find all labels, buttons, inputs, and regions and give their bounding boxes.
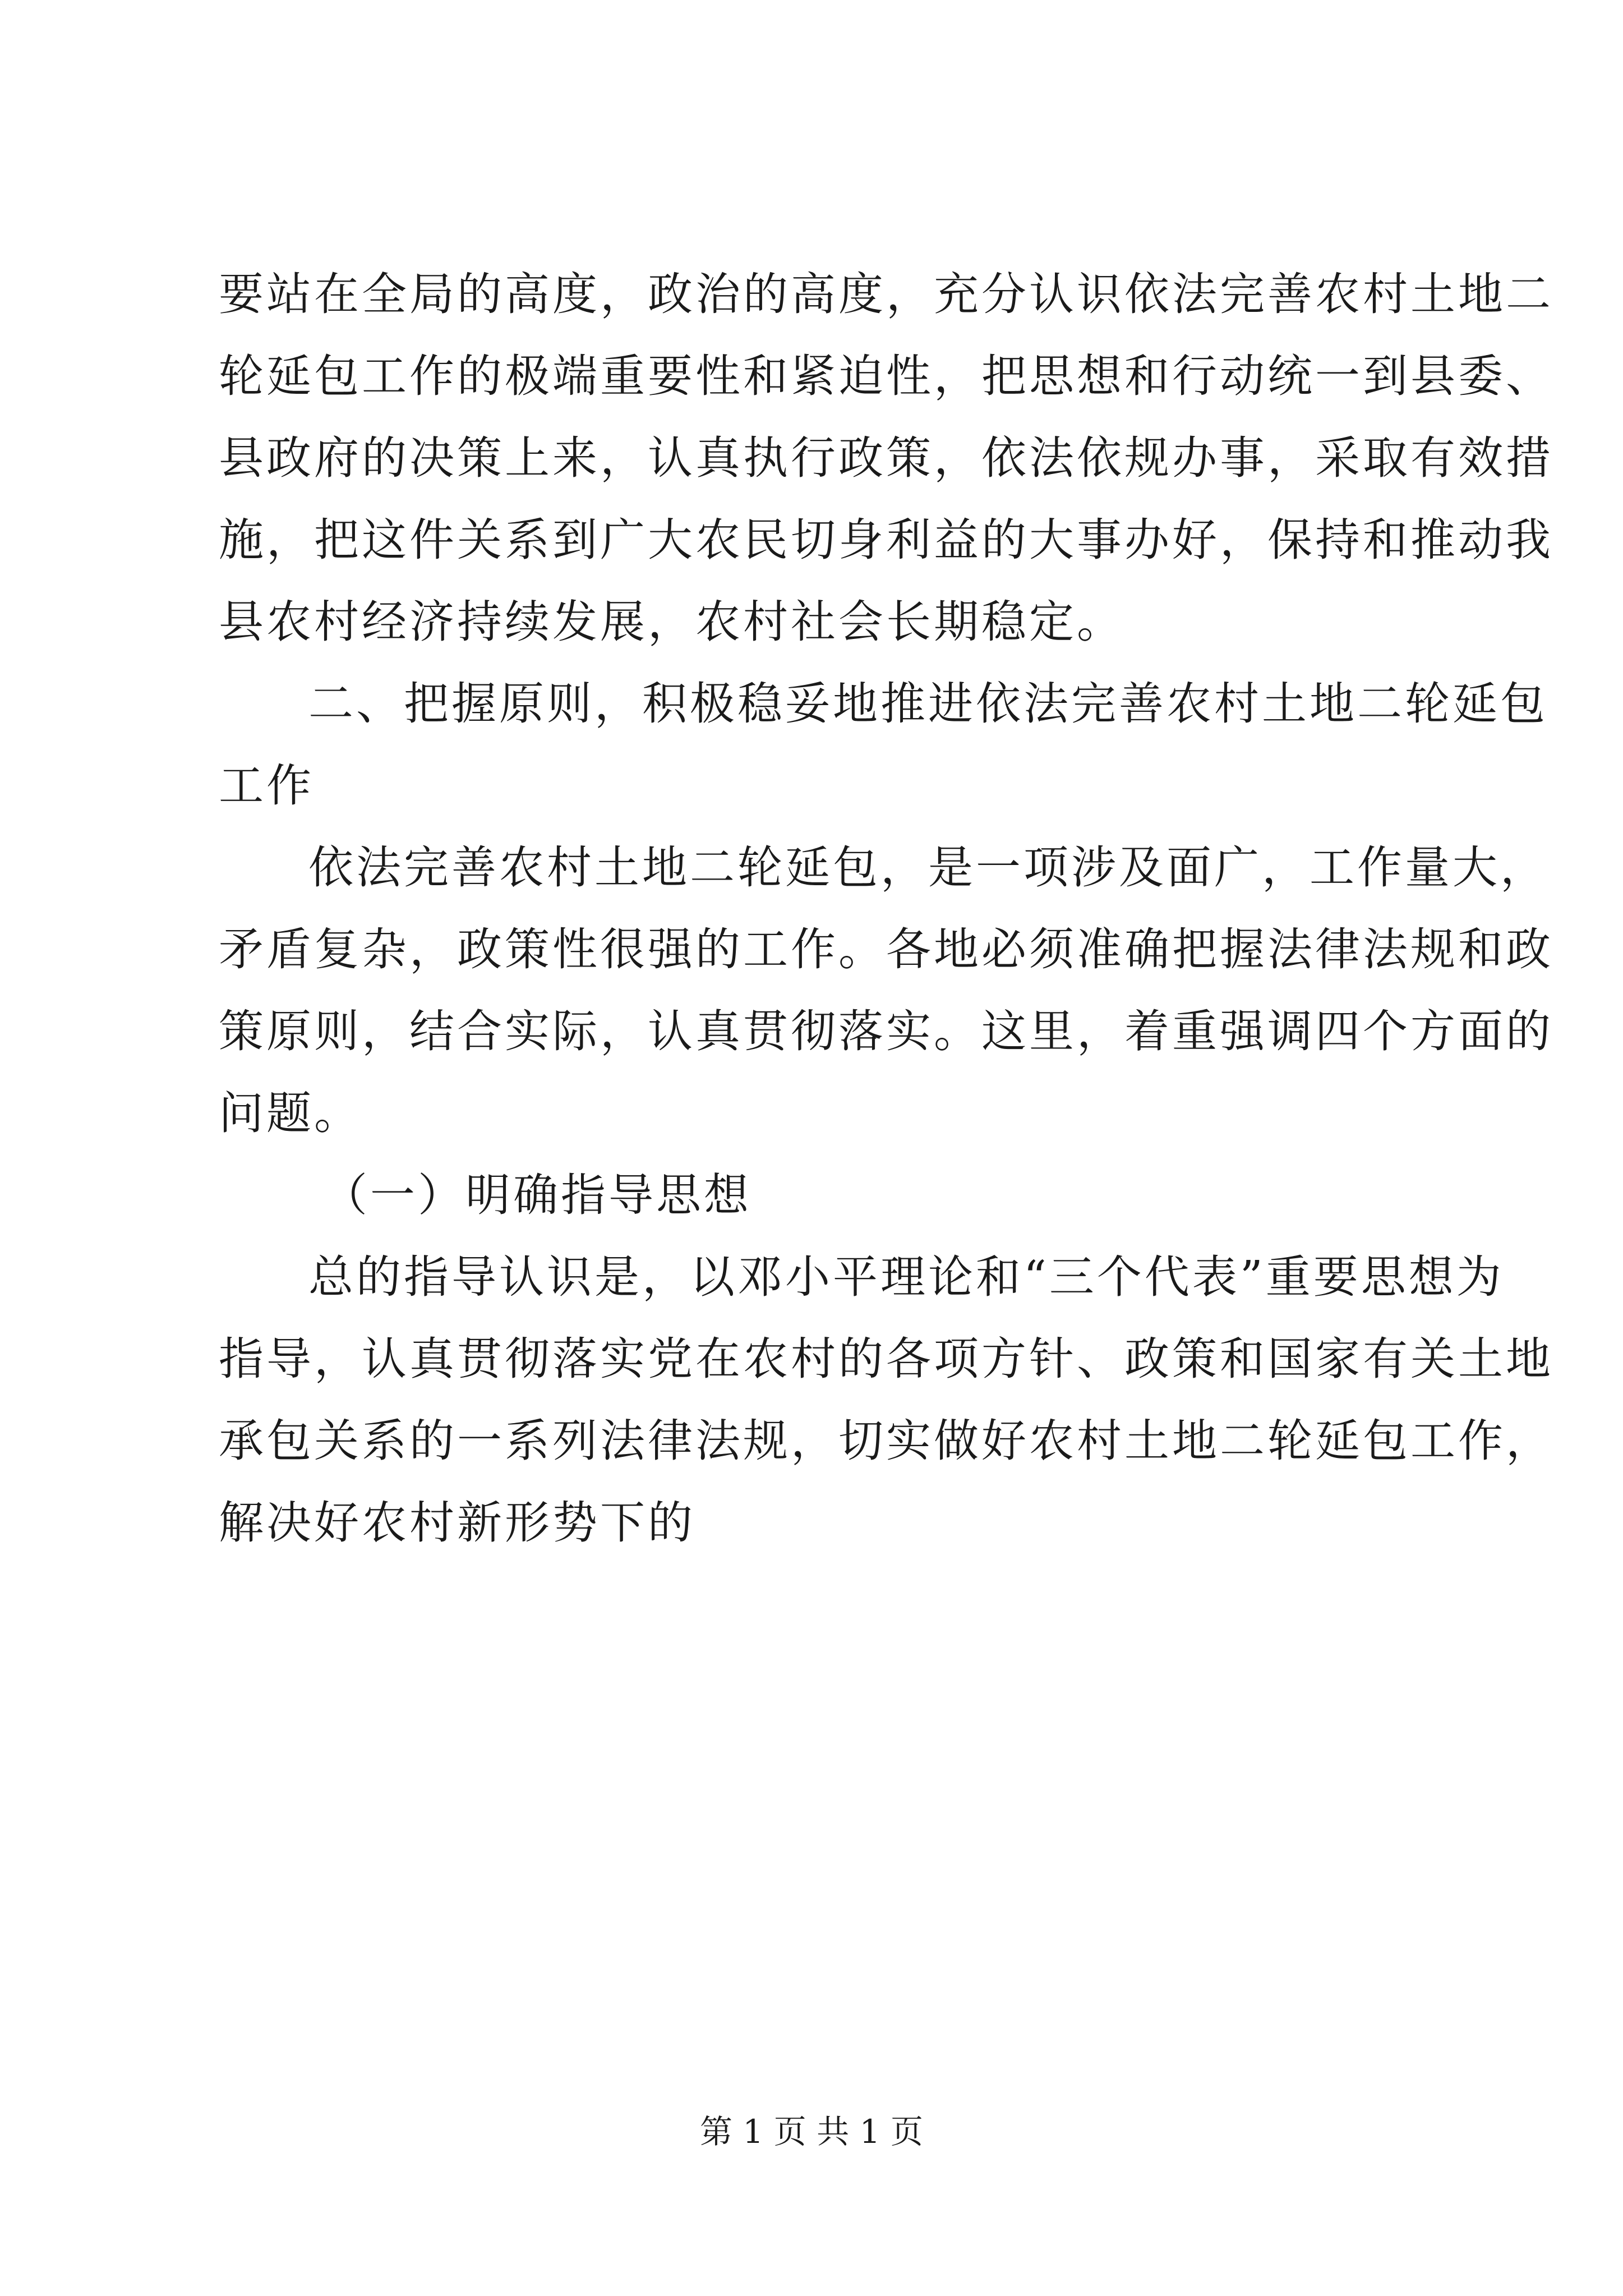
paragraph-line: 问题。 bbox=[219, 1087, 362, 1139]
paragraph-line: 依法完善农村土地二轮延包，是一项涉及面广，工作量大， bbox=[308, 841, 1548, 894]
paragraph-line: 总的指导认识是，以邓小平理论和“三个代表”重要思想为 bbox=[308, 1251, 1504, 1303]
paragraph-line: 要站在全局的高度，政治的高度，充分认识依法完善农村土地二 bbox=[219, 268, 1553, 320]
paragraph-line: 指导，认真贯彻落实党在农村的各项方针、政策和国家有关土地 bbox=[219, 1333, 1553, 1385]
paragraph-line: 施，把这件关系到广大农民切身利益的大事办好，保持和推动我 bbox=[219, 514, 1553, 566]
body-text bbox=[219, 254, 1553, 1564]
section-heading: 二、把握原则，积极稳妥地推进依法完善农村土地二轮延包 bbox=[308, 678, 1548, 730]
section-heading-continued: 工作 bbox=[219, 760, 314, 812]
paragraph-line: 承包关系的一系列法律法规，切实做好农村土地二轮延包工作， bbox=[219, 1415, 1553, 1467]
paragraph-line: 县政府的决策上来，认真执行政策，依法依规办事，采取有效措 bbox=[219, 432, 1553, 484]
paragraph-line: 策原则，结合实际，认真贯彻落实。这里，着重强调四个方面的 bbox=[219, 1005, 1553, 1057]
paragraph-line: 矛盾复杂，政策性很强的工作。各地必须准确把握法律法规和政 bbox=[219, 923, 1553, 976]
paragraph-line: 轮延包工作的极端重要性和紧迫性，把思想和行动统一到县委、 bbox=[219, 350, 1553, 402]
paragraph-line: 县农村经济持续发展，农村社会长期稳定。 bbox=[219, 596, 1124, 648]
subsection-heading: （一）明确指导思想 bbox=[322, 1169, 751, 1221]
paragraph-line: 解决好农村新形势下的 bbox=[219, 1497, 695, 1549]
page-number-footer: 第 1 页 共 1 页 bbox=[700, 2113, 923, 2151]
